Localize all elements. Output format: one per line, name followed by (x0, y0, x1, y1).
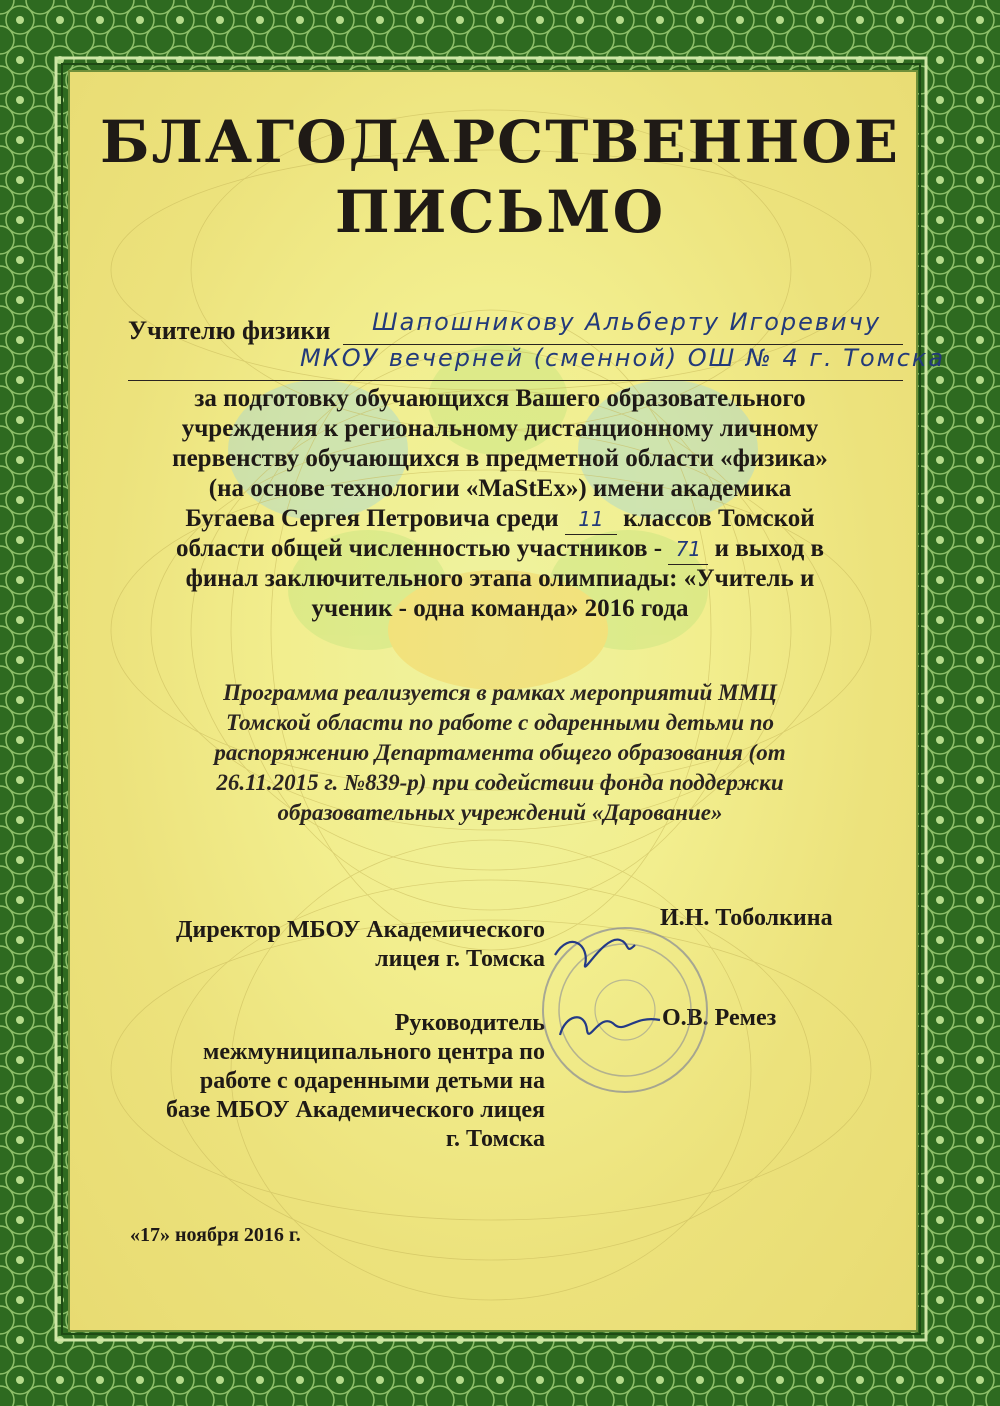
program-line: Томской области по работе с одаренными детьми по (225, 710, 775, 735)
body-line: учреждения к региональному дистанционному личному (181, 415, 819, 442)
body-text: классов Томской (623, 505, 815, 532)
recipient-org-handwritten: МКОУ вечерней (сменной) ОШ № 4 г. Томска (300, 344, 946, 372)
program-line: образовательных учреждений «Дарование» (277, 800, 723, 825)
issue-date: «17» ноября 2016 г. (130, 1224, 301, 1246)
program-line: Программа реализуется в рамках мероприятий ММЦ (223, 680, 777, 705)
recipient-org-underline (128, 380, 903, 381)
body-text: и выход в (714, 535, 824, 562)
signatory2-title: г. Томска (445, 1126, 545, 1152)
signatory1-title: Директор МБОУ Академического (176, 917, 545, 943)
signatory2-name: О.В. Ремез (662, 1005, 777, 1031)
signatory2-title: базе МБОУ Академического лицея (165, 1097, 545, 1123)
body-line-classes (100, 504, 900, 535)
title-line-1: БЛАГОДАРСТВЕННОЕ (100, 108, 900, 176)
signatory2-title: работе с одаренными детьми на (199, 1068, 545, 1094)
signatory2-title: межмуниципального центра по (203, 1039, 545, 1065)
body-text: Бугаева Сергея Петровича среди (185, 505, 559, 532)
program-line: 26.11.2015 г. №839-р) при содействии фонда поддержки (216, 770, 784, 795)
body-line: финал заключительного этапа олимпиады: «Учитель и (185, 565, 815, 592)
signatory1-name: И.Н. Тоболкина (660, 905, 833, 931)
body-line-participants (100, 534, 900, 565)
body-text: области общей численностью участников - (176, 535, 663, 562)
recipient-name-handwritten: Шапошникову Альберту Игоревичу (372, 308, 882, 336)
body-line: первенству обучающихся в предметной области «физика» (172, 445, 828, 472)
body-line: за подготовку обучающихся Вашего образовательного (194, 385, 806, 412)
body-line: ученик - одна команда» 2016 года (311, 595, 689, 622)
signatory1-title: лицея г. Томска (375, 946, 545, 972)
classes-handwritten: 11 (565, 505, 617, 535)
program-line: распоряжению Департамента общего образования (от (214, 740, 786, 765)
recipient-label: Учителю физики (128, 316, 331, 345)
title-line-2: ПИСЬМО (334, 178, 666, 246)
body-line: (на основе технологии «MaStEx») имени академика (208, 475, 792, 502)
signatory2-title: Руководитель (394, 1010, 545, 1036)
official-stamp (525, 915, 720, 1100)
participants-handwritten: 71 (668, 535, 708, 565)
